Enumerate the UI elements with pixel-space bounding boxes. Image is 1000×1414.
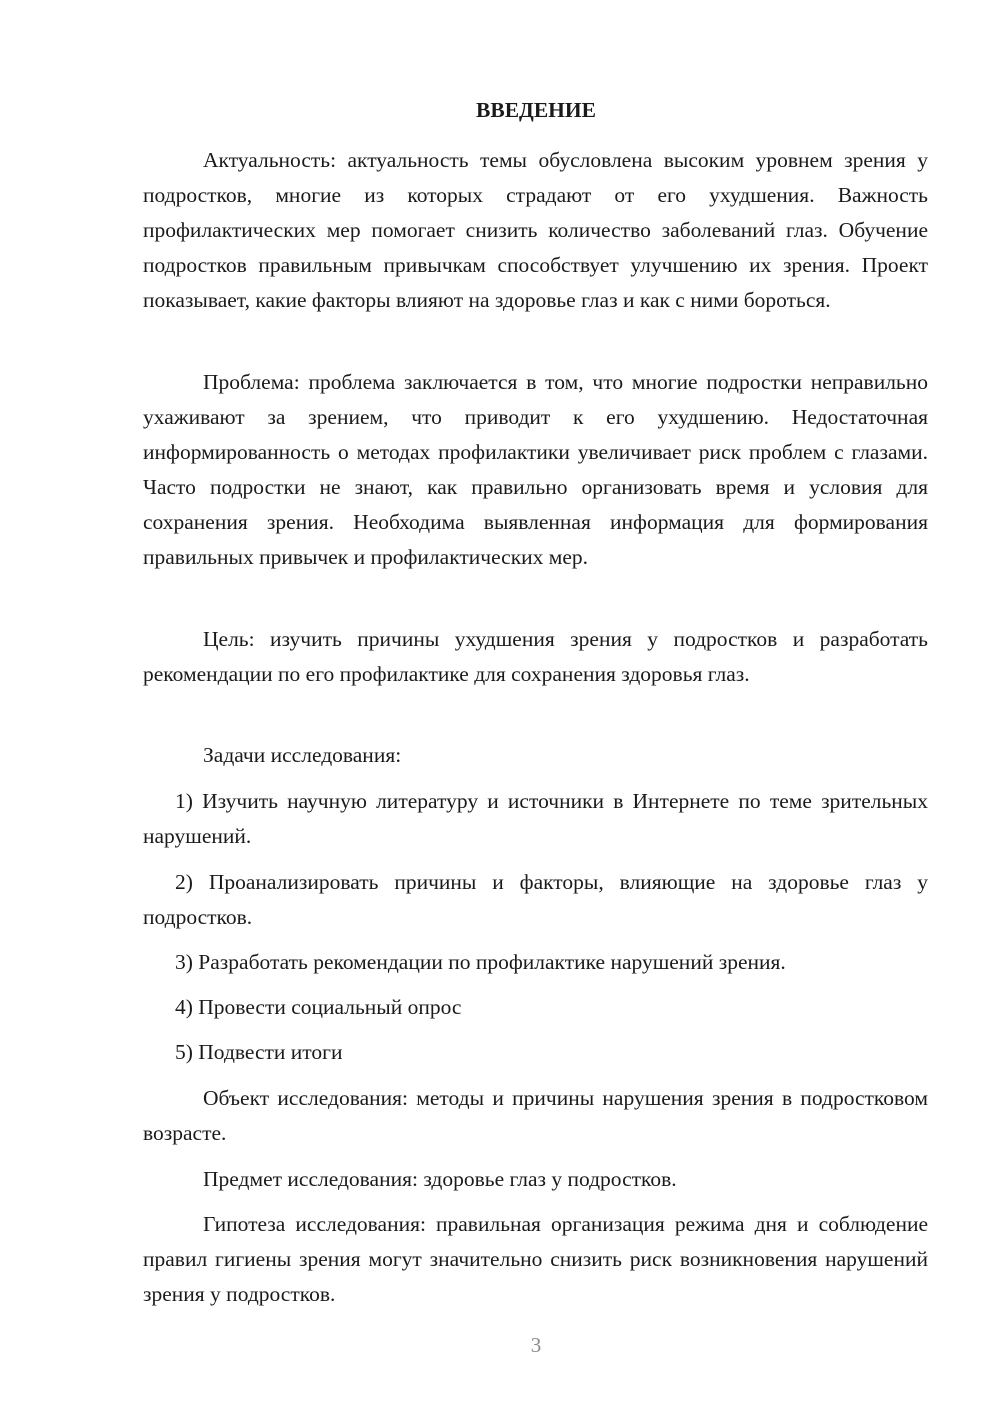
task-item-1: 1) Изучить научную литературу и источники в Интернете по теме зрительных нарушений. bbox=[143, 789, 928, 848]
page-number: 3 bbox=[530, 1333, 542, 1357]
paragraph-object: Объект исследования: методы и причины нарушения зрения в подростковом возрасте. bbox=[143, 1086, 928, 1145]
tasks-heading: Задачи исследования: bbox=[203, 743, 402, 767]
task-item-5: 5) Подвести итоги bbox=[175, 1040, 343, 1064]
paragraph-problem: Проблема: проблема заключается в том, что многие подростки неправильно ухаживают за зрением, что приводит к его ухудшению. Недостаточная информированность о методах профилактики увеличивает риск проблем с глазами. Часто подростки не знают, как правильно организовать время и условия для сохранения зрения. Необходима выявленная информация для формирования правильных привычек и профилактических мер. bbox=[143, 370, 928, 569]
task-item-2: 2) Проанализировать причины и факторы, влияющие на здоровье глаз у подростков. bbox=[143, 870, 928, 929]
paragraph-relevance: Актуальность: актуальность темы обусловлена высоким уровнем зрения у подростков, многие из которых страдают от его ухудшения. Важность профилактических мер помогает снизить количество заболеваний глаз. Обучение подростков правильным привычкам способствует улучшению их зрения. Проект показывает, какие факторы влияют на здоровье глаз и как с ними бороться. bbox=[143, 148, 928, 312]
task-item-4: 4) Провести социальный опрос bbox=[175, 995, 462, 1019]
paragraph-subject: Предмет исследования: здоровье глаз у подростков. bbox=[203, 1167, 677, 1191]
paragraph-hypothesis: Гипотеза исследования: правильная организация режима дня и соблюдение правил гигиены зрения могут значительно снизить риск возникновения нарушений зрения у подростков. bbox=[143, 1212, 928, 1306]
page-title: ВВЕДЕНИЕ bbox=[476, 98, 596, 122]
paragraph-goal: Цель: изучить причины ухудшения зрения у подростков и разработать рекомендации по его профилактике для сохранения здоровья глаз. bbox=[143, 627, 928, 686]
task-item-3: 3) Разработать рекомендации по профилактике нарушений зрения. bbox=[175, 950, 786, 974]
